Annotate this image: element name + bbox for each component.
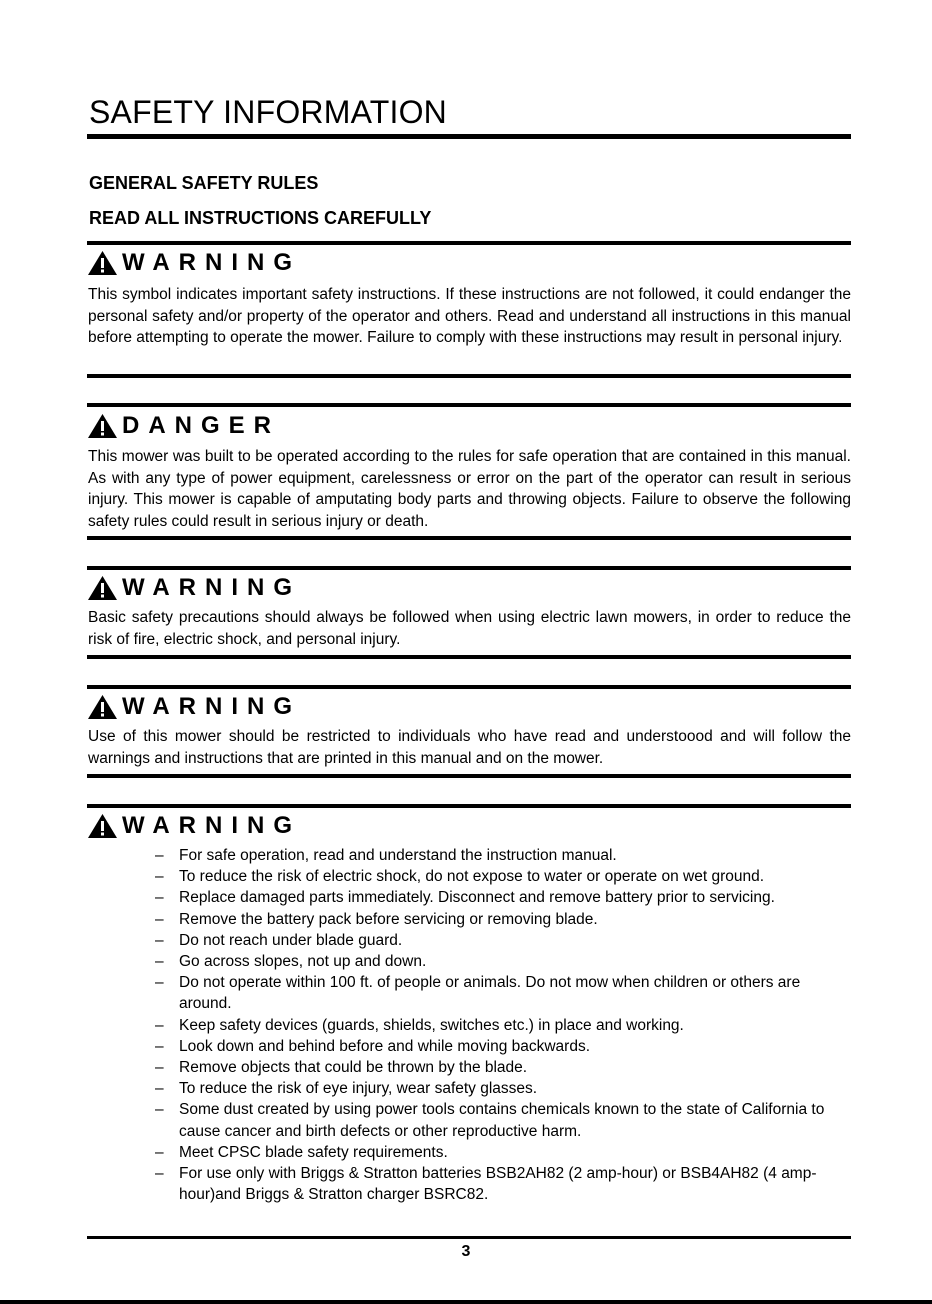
list-item: – Do not reach under blade guard. xyxy=(155,931,403,949)
list-item: – To reduce the risk of electric shock, do not expose to water or operate on wet ground. xyxy=(155,868,765,886)
warning-2-bottom-rule xyxy=(87,655,851,659)
warning-3-heading xyxy=(87,693,301,721)
warning-1-text: This symbol indicates important safety instructions. If these instructions are not followed, it could endanger the personal safety and/or property of the operator and others. Read and understand all instructions in this manual before attempting to operate the mower. Failure to comply with these instructions may result in personal injury. xyxy=(88,286,851,346)
danger-top-rule xyxy=(87,403,851,407)
warning-triangle-icon xyxy=(87,694,118,720)
warning-4-heading xyxy=(87,812,301,840)
warning-4-top-rule xyxy=(87,804,851,808)
danger-label: DANGER xyxy=(122,412,281,439)
page-bottom-edge xyxy=(0,1300,932,1304)
danger-bottom-rule xyxy=(87,536,851,540)
read-instructions-heading: READ ALL INSTRUCTIONS CAREFULLY xyxy=(89,208,432,228)
list-item: – Go across slopes, not up and down. xyxy=(155,953,427,971)
list-item: – Look down and behind before and while moving backwards. xyxy=(155,1037,591,1055)
list-item: – Meet CPSC blade safety requirements. xyxy=(155,1143,448,1161)
danger-heading xyxy=(87,412,280,440)
page-number: 3 xyxy=(461,1243,471,1260)
page-title: SAFETY INFORMATION xyxy=(89,94,447,130)
warning-2-top-rule xyxy=(87,566,851,570)
warning-3-label: WARNING xyxy=(122,693,301,720)
warning-1-bottom-rule xyxy=(87,374,851,378)
warning-3-bottom-rule xyxy=(87,774,851,778)
warning-2-label: WARNING xyxy=(122,574,301,601)
warning-4-label: WARNING xyxy=(122,812,301,839)
warning-3-text: Use of this mower should be restricted to individuals who have read and understoood and will follow the warnings and instructions that are printed in this manual and on the mower. xyxy=(88,728,851,767)
title-rule xyxy=(87,134,851,139)
warning-1-heading xyxy=(87,249,301,277)
warning-2-text: Basic safety precautions should always be followed when using electric lawn mowers, in order to reduce the risk of fire, electric shock, and personal injury. xyxy=(88,609,851,648)
list-item: – To reduce the risk of eye injury, wear safety glasses. xyxy=(155,1080,538,1098)
general-safety-rules-heading: GENERAL SAFETY RULES xyxy=(89,173,319,193)
list-item: – Keep safety devices (guards, shields, switches etc.) in place and working. xyxy=(155,1016,684,1034)
list-item: – For use only with Briggs & Stratton batteries BSB2AH82 (2 amp-hour) or BSB4AH82 (4 amp-hour)and Briggs & Stratton charger BSRC82. xyxy=(155,1165,817,1204)
warning-triangle-icon xyxy=(87,250,118,276)
footer-rule xyxy=(87,1236,851,1239)
warning-1-label: WARNING xyxy=(122,249,301,276)
safety-rules-list xyxy=(155,845,855,1205)
list-item: – Remove the battery pack before servicing or removing blade. xyxy=(155,910,598,928)
danger-text: This mower was built to be operated according to the rules for safe operation that are contained in this manual. As with any type of power equipment, carelessness or error on the part of the operator can result in serious injury. This mower is capable of amputating body parts and throwing objects. Failure to observe the following safety rules could result in serious injury or death. xyxy=(88,448,851,530)
list-item: – Do not operate within 100 ft. of people or animals. Do not mow when children or others are around. xyxy=(155,974,801,1013)
list-item: – Remove objects that could be thrown by the blade. xyxy=(155,1059,528,1077)
warning-triangle-icon xyxy=(87,813,118,839)
list-item: – Some dust created by using power tools contains chemicals known to the state of California to cause cancer and birth defects or other reproductive harm. xyxy=(155,1101,825,1140)
warning-triangle-icon xyxy=(87,575,118,601)
warning-1-top-rule xyxy=(87,241,851,245)
list-item: – For safe operation, read and understand the instruction manual. xyxy=(155,847,617,864)
warning-2-heading xyxy=(87,574,301,602)
warning-triangle-icon xyxy=(87,413,118,439)
warning-3-top-rule xyxy=(87,685,851,689)
list-item: – Replace damaged parts immediately. Disconnect and remove battery prior to servicing. xyxy=(155,889,775,907)
